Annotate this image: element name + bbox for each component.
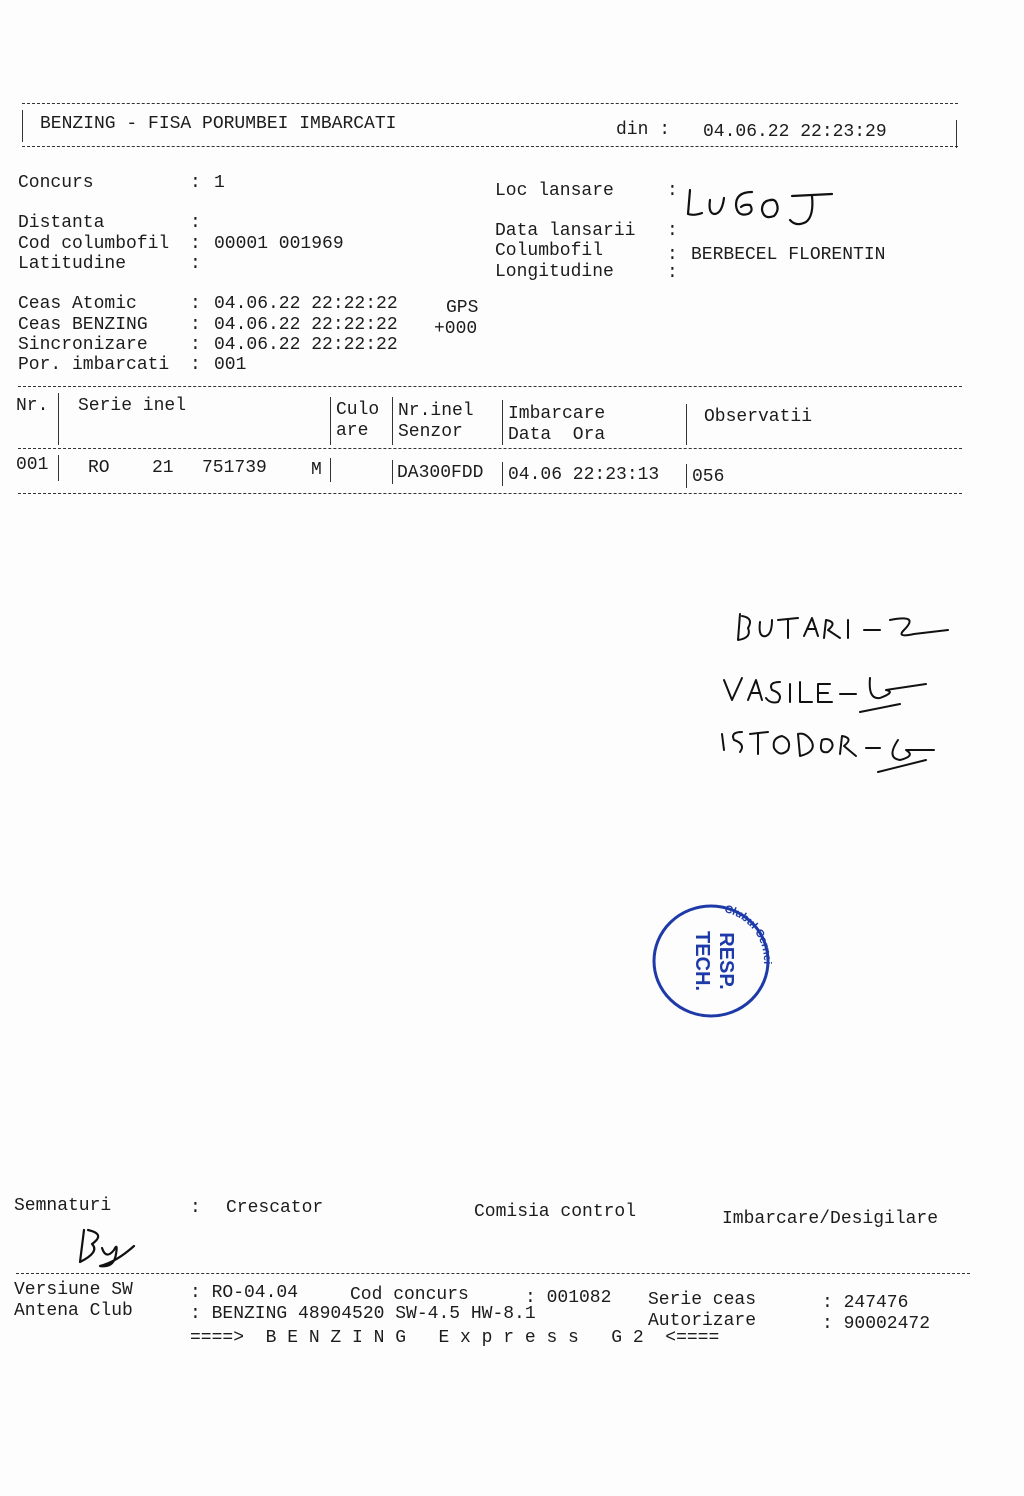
autorizare-label: Autorizare: [648, 1311, 757, 1331]
antena-club-value: : BENZING 48904520 SW-4.5 HW-8.1: [190, 1304, 536, 1324]
row-ring: 751739: [202, 458, 267, 478]
ceas-atomic-value: 04.06.22 22:22:22: [214, 294, 398, 314]
columbofil-value: BERBECEL FLORENTIN: [691, 245, 886, 265]
col-header-imbarcare-1: Imbarcare: [508, 404, 606, 424]
handwritten-names-drawing: [700, 600, 980, 790]
signature-comisia: Comisia control: [474, 1202, 637, 1222]
sincronizare-sep: :: [190, 335, 201, 355]
footer-rule: [16, 1273, 970, 1274]
row-year: 21: [152, 458, 174, 478]
col-header-nrinel-2: Senzor: [398, 422, 463, 442]
table-bottom-rule: [18, 493, 962, 494]
handwritten-names: [700, 600, 980, 795]
row-senzor: DA300FDD: [397, 463, 484, 483]
row-observatii: 056: [692, 467, 725, 487]
por-imbarcati-value: 001: [214, 355, 247, 375]
antena-club-label: Antena Club: [14, 1301, 133, 1321]
columbofil-label: Columbofil: [495, 241, 604, 261]
col-sep-4: [502, 400, 503, 445]
col-sep-5: [686, 404, 687, 445]
handwritten-place: [684, 180, 844, 235]
ceas-benzing-value: 04.06.22 22:22:22: [214, 315, 398, 335]
header-right-bar: [956, 120, 957, 148]
por-imbarcati-sep: :: [190, 355, 201, 375]
svg-text:TECH.: TECH.: [691, 931, 713, 991]
longitudine-label: Longitudine: [495, 262, 614, 282]
row-sex: M: [311, 460, 322, 480]
date-value: 04.06.22 22:23:29: [703, 122, 887, 142]
row-sep-2: [330, 458, 331, 482]
cod-columbofil-sep: :: [190, 234, 201, 254]
document-title: BENZING - FISA PORUMBEI IMBARCATI: [40, 114, 397, 134]
cod-concurs-label: Cod concurs: [350, 1285, 469, 1305]
date-label: din :: [616, 120, 671, 140]
ceas-benzing-sep: :: [190, 315, 201, 335]
row-sep-4: [502, 462, 503, 486]
svg-text:Clubul Cernei: Clubul Cernei: [723, 903, 772, 965]
col-header-nrinel-1: Nr.inel: [398, 401, 474, 421]
ceas-benzing-extra: +000: [434, 319, 478, 339]
crescator-signature: [70, 1222, 146, 1277]
loc-lansare-sep: :: [667, 181, 678, 201]
concurs-sep: :: [190, 173, 201, 193]
col-header-culoare-2: are: [336, 421, 369, 441]
semnaturi-sep: :: [190, 1198, 201, 1218]
columbofil-sep: :: [667, 245, 678, 265]
handwritten-place-drawing: [684, 180, 844, 230]
ceas-benzing-label: Ceas BENZING: [18, 315, 148, 335]
cod-columbofil-label: Cod columbofil: [18, 234, 170, 254]
serie-ceas-value: : 247476: [822, 1293, 909, 1313]
ceas-atomic-sep: :: [190, 294, 201, 314]
distanta-label: Distanta: [18, 213, 105, 233]
concurs-value: 1: [214, 173, 225, 193]
row-sep-3: [392, 460, 393, 484]
por-imbarcati-label: Por. imbarcati: [18, 355, 170, 375]
header-bottom-rule: [22, 146, 958, 147]
crescator-signature-drawing: [70, 1222, 146, 1272]
row-country: RO: [88, 458, 110, 478]
signature-crescator: Crescator: [226, 1198, 324, 1218]
row-nr: 001: [16, 455, 49, 475]
row-sep-1: [58, 455, 59, 481]
header-left-bar: [22, 110, 23, 142]
svg-text:RESP.: RESP.: [715, 932, 737, 990]
latitudine-label: Latitudine: [18, 254, 127, 274]
signature-imbarcare: Imbarcare/Desigilare: [722, 1209, 939, 1229]
sincronizare-value: 04.06.22 22:22:22: [214, 335, 398, 355]
versiune-sw-value: : RO-04.04: [190, 1283, 299, 1303]
longitudine-sep: :: [667, 263, 678, 283]
distanta-sep: :: [190, 213, 201, 233]
table-header-rule: [18, 448, 962, 449]
data-lansarii-label: Data lansarii: [495, 221, 636, 241]
sincronizare-label: Sincronizare: [18, 335, 148, 355]
col-sep-2: [330, 397, 331, 445]
semnaturi-label: Semnaturi: [14, 1196, 112, 1216]
autorizare-value: : 90002472: [822, 1314, 931, 1334]
col-header-serie: Serie inel: [78, 396, 187, 416]
ceas-atomic-extra: GPS: [446, 298, 479, 318]
data-lansarii-sep: :: [667, 221, 678, 241]
loc-lansare-label: Loc lansare: [495, 181, 614, 201]
club-stamp-drawing: [650, 902, 772, 1020]
col-sep-1: [58, 393, 59, 445]
col-header-nr: Nr.: [16, 396, 49, 416]
ceas-atomic-label: Ceas Atomic: [18, 294, 137, 314]
header-top-rule: [22, 103, 958, 104]
club-stamp: [650, 902, 772, 1025]
serie-ceas-label: Serie ceas: [648, 1290, 757, 1310]
col-header-culoare-1: Culo: [336, 400, 380, 420]
row-data-ora: 04.06 22:23:13: [508, 465, 660, 485]
latitudine-sep: :: [190, 254, 201, 274]
table-top-rule: [18, 386, 962, 387]
cod-concurs-value: : 001082: [525, 1288, 612, 1308]
col-header-imbarcare-2: Data Ora: [508, 425, 606, 445]
col-sep-3: [392, 397, 393, 445]
cod-columbofil-value: 00001 001969: [214, 234, 344, 254]
col-header-observatii: Observatii: [704, 407, 813, 427]
brand-line: ====> B E N Z I N G E x p r e s s G 2 <====: [190, 1328, 720, 1348]
concurs-label: Concurs: [18, 173, 94, 193]
row-sep-5: [686, 464, 687, 488]
versiune-sw-label: Versiune SW: [14, 1280, 133, 1300]
